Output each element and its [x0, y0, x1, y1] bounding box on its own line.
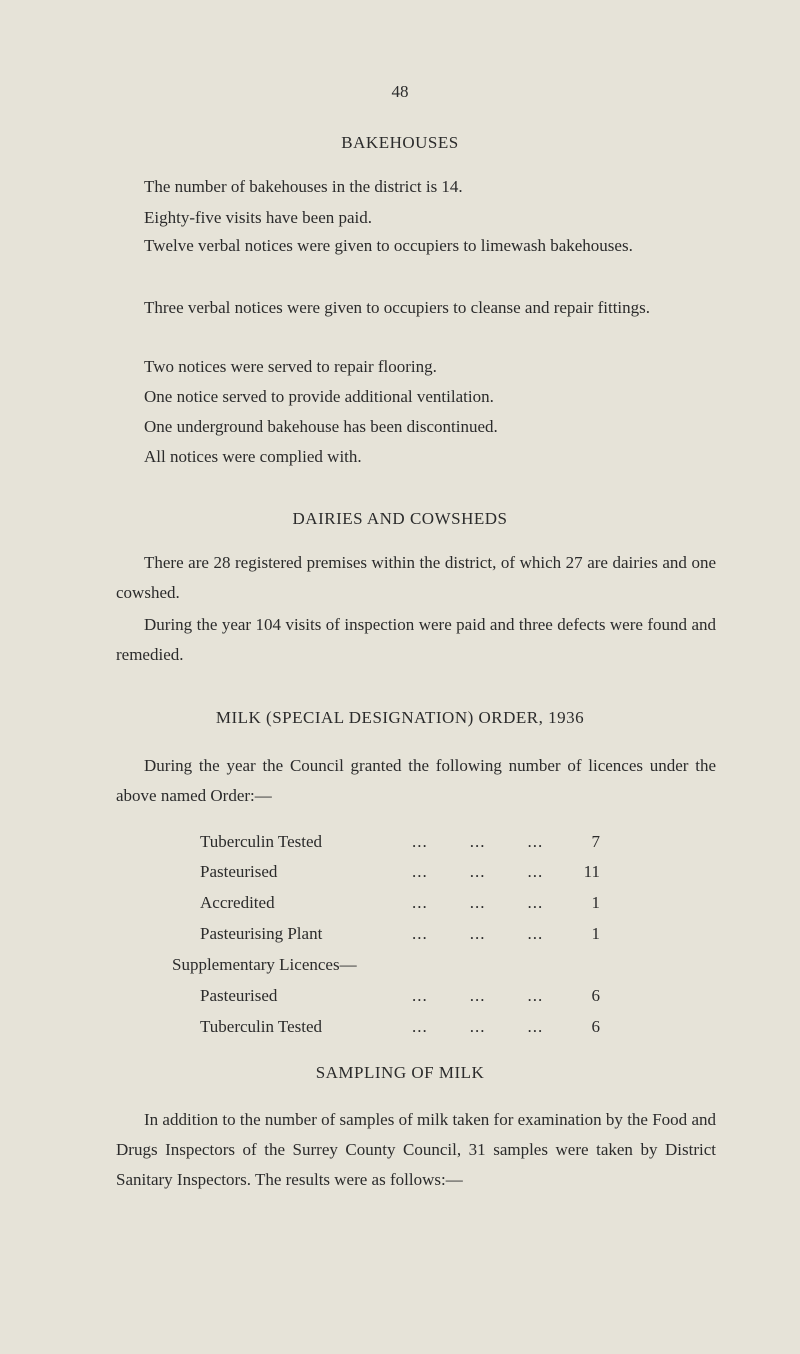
bakehouses-line: Three verbal notices were given to occupiers to cleanse and repair fittings.: [144, 298, 651, 317]
licence-row: [200, 832, 600, 856]
dairies-paragraph: [116, 610, 716, 670]
milk-order-intro-text: During the year the Council granted the following number of licences under the above named Order:—: [116, 756, 716, 805]
licence-row: [200, 1017, 600, 1041]
leader-dots: ... ... ...: [412, 986, 544, 1005]
dairies-text: There are 28 registered premises within the district, of which 27 are dairies and one cowshed.: [116, 553, 716, 602]
milk-order-heading: MILK (SPECIAL DESIGNATION) ORDER, 1936: [215, 708, 585, 727]
supplementary-heading: Supplementary Licences—: [172, 955, 357, 974]
bakehouses-line: One underground bakehouse has been discontinued.: [144, 417, 498, 436]
leader-dots: ... ... ...: [412, 893, 544, 912]
bakehouses-line: Twelve verbal notices were given to occupiers to limewash bakehouses.: [144, 236, 633, 255]
licence-value: 1: [591, 924, 600, 943]
licence-value: 6: [591, 986, 600, 1005]
bakehouses-line: Eighty-five visits have been paid.: [144, 208, 373, 227]
licence-row: [200, 893, 600, 917]
leader-dots: ... ... ...: [412, 862, 544, 881]
licence-label: Tuberculin Tested: [200, 832, 323, 851]
bakehouses-line: One notice served to provide additional ventilation.: [144, 387, 494, 406]
licence-label: Accredited: [200, 893, 275, 912]
bakehouses-line: All notices were complied with.: [144, 447, 362, 466]
licence-value: 1: [591, 893, 600, 912]
dairies-paragraph: [116, 548, 716, 608]
licence-row: [200, 924, 600, 948]
licence-label: Tuberculin Tested: [200, 1017, 323, 1036]
licence-row: [200, 862, 600, 886]
bakehouses-line: The number of bakehouses in the district is 14.: [144, 177, 463, 196]
licence-label: Pasteurising Plant: [200, 924, 323, 943]
sampling-text: In addition to the number of samples of milk taken for examination by the Food and Drugs Inspectors of the Surrey County Council, 31 samples were taken by District Sanitary Inspectors. The results were as follows:—: [116, 1110, 716, 1189]
leader-dots: ... ... ...: [412, 832, 544, 851]
sampling-heading: SAMPLING OF MILK: [315, 1063, 485, 1082]
dairies-heading: DAIRIES AND COWSHEDS: [292, 509, 508, 528]
bakehouses-paragraph: [116, 231, 716, 261]
leader-dots: ... ... ...: [412, 924, 544, 943]
bakehouses-paragraph: [116, 293, 716, 323]
licence-label: Pasteurised: [200, 986, 278, 1005]
licence-row: [200, 986, 600, 1010]
dairies-text: During the year 104 visits of inspection were paid and three defects were found and remedied.: [116, 615, 716, 664]
milk-order-intro: [116, 751, 716, 811]
leader-dots: ... ... ...: [412, 1017, 544, 1036]
licence-value: 7: [591, 832, 600, 851]
page-number: 48: [391, 82, 409, 101]
sampling-paragraph: [116, 1105, 716, 1195]
licence-label: Pasteurised: [200, 862, 278, 881]
bakehouses-heading: BAKEHOUSES: [341, 133, 459, 152]
licence-value: 11: [583, 862, 600, 881]
licence-value: 6: [591, 1017, 600, 1036]
bakehouses-line: Two notices were served to repair flooring.: [144, 357, 437, 376]
